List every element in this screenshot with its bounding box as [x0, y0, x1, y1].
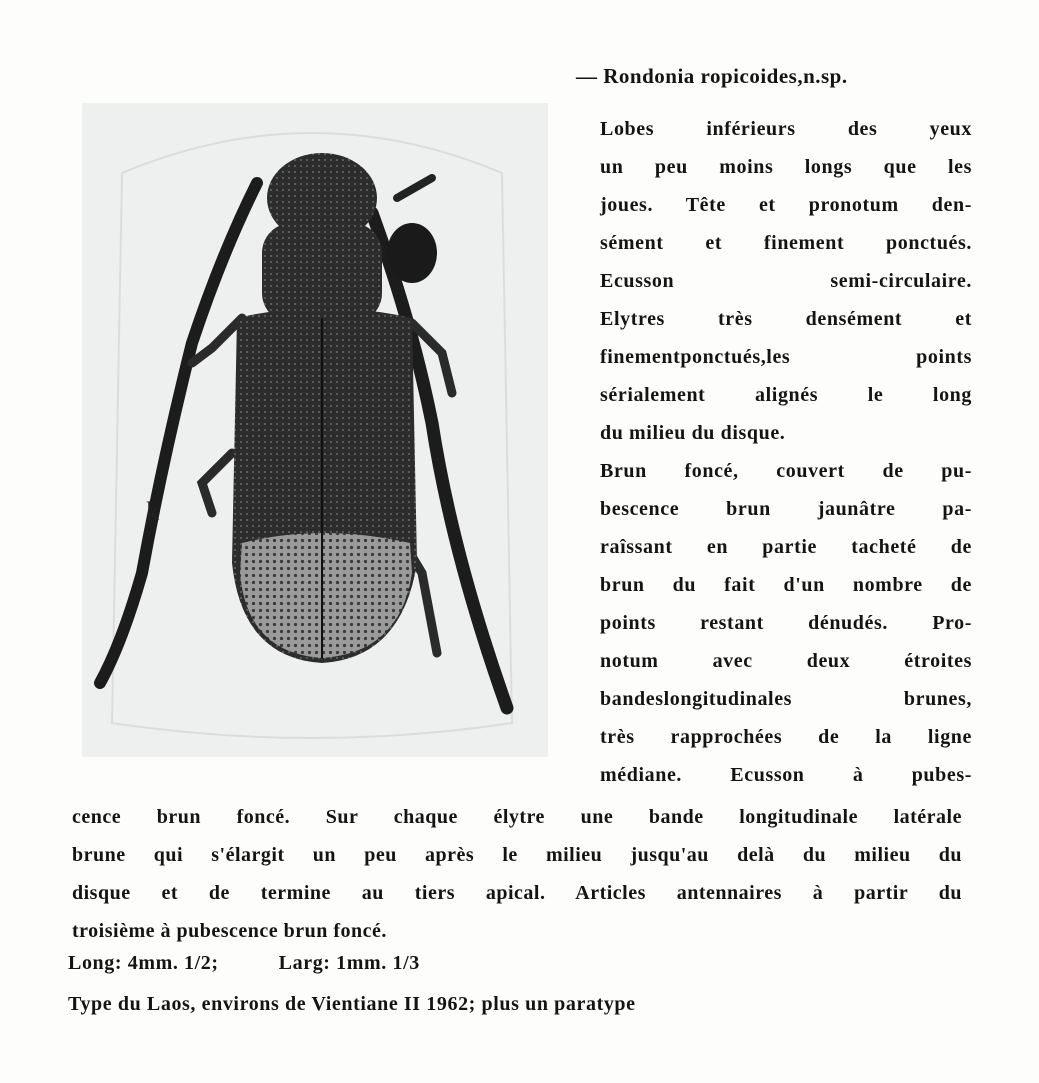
text-line: Lobes inférieurs des yeux — [600, 118, 972, 140]
text-line: brune qui s'élargit un peu après le milieu jusqu'au delà du milieu du — [72, 844, 962, 866]
text-line: brun du fait d'un nombre de — [600, 574, 972, 596]
text-line: disque et de termine au tiers apical. Articles antennaires à partir du — [72, 882, 962, 904]
figure-label: k — [146, 497, 159, 526]
description-full-width — [72, 798, 962, 950]
description-right-column — [600, 110, 972, 794]
text-line: troisième à pubescence brun foncé. — [72, 920, 387, 942]
text-line: points restant dénudés. Pro- — [600, 612, 972, 634]
beetle-illustration — [82, 103, 548, 757]
text-line: médiane. Ecusson à pubes- — [600, 764, 972, 786]
text-line: finementponctués,les points — [600, 346, 972, 368]
width-measurement: Larg: 1mm. 1/3 — [278, 952, 420, 974]
text-line: Ecusson semi-circulaire. — [600, 270, 972, 292]
text-line: raîssant en partie tacheté de — [600, 536, 972, 558]
text-line: Brun foncé, couvert de pu- — [600, 460, 972, 482]
text-line: cence brun foncé. Sur chaque élytre une bande longitudinale latérale — [72, 806, 962, 828]
species-heading: — Rondonia ropicoides,n.sp. — [576, 64, 848, 88]
text-line: un peu moins longs que les — [600, 156, 972, 178]
type-locality: Type du Laos, environs de Vientiane II 1962; plus un paratype — [68, 993, 636, 1015]
text-line: Elytres très densément et — [600, 308, 972, 330]
length-measurement: Long: 4mm. 1/2; — [68, 952, 219, 974]
text-line: du milieu du disque. — [600, 422, 786, 444]
text-line: notum avec deux étroites — [600, 650, 972, 672]
text-line: sément et finement ponctués. — [600, 232, 972, 254]
text-line: joues. Tête et pronotum den- — [600, 194, 972, 216]
text-line: très rapprochées de la ligne — [600, 726, 972, 748]
text-line: sérialement alignés le long — [600, 384, 972, 406]
text-line: bescence brun jaunâtre pa- — [600, 498, 972, 520]
beetle-photograph — [82, 103, 548, 757]
measurements — [68, 952, 420, 975]
text-line: bandeslongitudinales brunes, — [600, 688, 972, 710]
